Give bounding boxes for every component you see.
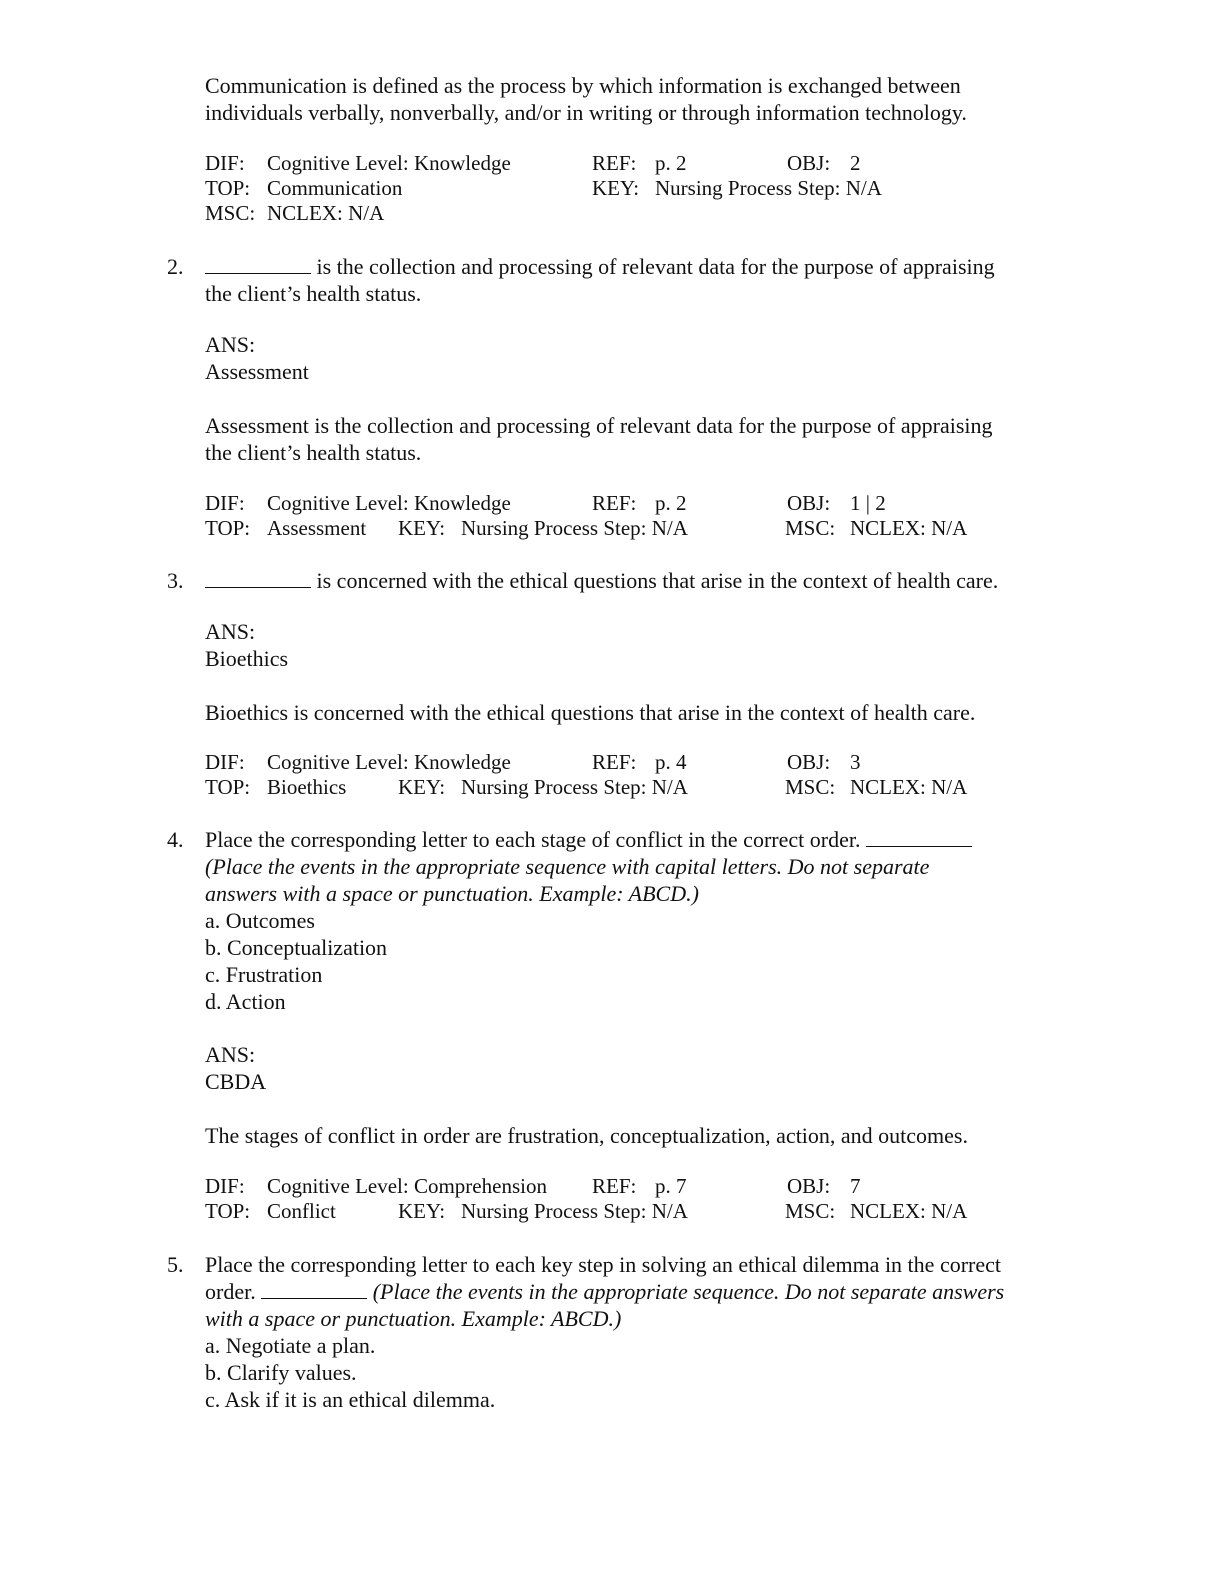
msc-value: NCLEX: N/A [850,516,968,540]
key-value: Nursing Process Step: N/A [655,176,882,200]
ref-value: p. 4 [655,750,687,774]
q4-instruction-line-1: (Place the events in the appropriate sequence with capital letters. Do not separate [205,854,930,879]
dif-label: DIF: [205,1174,245,1198]
obj-label: OBJ: [787,151,831,175]
q4-option-c: c. Frustration [205,962,323,987]
msc-label: MSC: [205,201,256,225]
key-label: KEY: [398,1199,446,1223]
q5-instruction-line-1: (Place the events in the appropriate sequence. Do not separate answers [367,1279,1005,1304]
q1-rationale [205,72,1075,126]
msc-value: NCLEX: N/A [267,201,385,225]
key-label: KEY: [398,775,446,799]
q2-question-line-2: the client’s health status. [205,281,422,306]
q4-number: 4. [167,827,184,852]
q2-answer [205,331,1075,385]
top-value: Conflict [267,1199,336,1223]
q1-rationale-line-1: Communication is defined as the process by which information is exchanged between [205,73,961,98]
q5-question-line-2: order. [205,1279,262,1304]
q2-rationale-line-1: Assessment is the collection and processing of relevant data for the purpose of appraising [205,413,993,438]
dif-label: DIF: [205,750,245,774]
q3-question [205,567,1075,594]
ref-value: p. 2 [655,491,687,515]
dif-label: DIF: [205,491,245,515]
q4-answer-text: CBDA [205,1069,267,1094]
q2-ans-label: ANS: [205,332,256,357]
top-label: TOP: [205,775,251,799]
msc-label: MSC: [785,775,836,799]
q4-question-line-1: Place the corresponding letter to each stage of conflict in the correct order. [205,827,866,852]
msc-label: MSC: [785,1199,836,1223]
q4-answer [205,1041,1075,1095]
q5-number: 5. [167,1252,184,1277]
q3-rationale-line-1: Bioethics is concerned with the ethical questions that arise in the context of health care. [205,700,976,725]
q5-instruction-line-2: with a space or punctuation. Example: ABCD.) [205,1306,622,1331]
q5-option-b: b. Clarify values. [205,1360,357,1385]
ref-label: REF: [592,151,637,175]
q1-metadata [205,151,1075,226]
ref-label: REF: [592,750,637,774]
q4-question [205,826,1075,1015]
q5-option-c: c. Ask if it is an ethical dilemma. [205,1387,496,1412]
q4-metadata [205,1174,1075,1249]
q5-answer-blank[interactable] [261,1280,367,1299]
q4-instruction-line-2: answers with a space or punctuation. Example: ABCD.) [205,881,699,906]
obj-value: 2 [850,151,861,175]
key-value: Nursing Process Step: N/A [461,775,688,799]
top-label: TOP: [205,516,251,540]
dif-value: Cognitive Level: Knowledge [267,750,511,774]
q5-option-a: a. Negotiate a plan. [205,1333,376,1358]
q4-option-a: a. Outcomes [205,908,315,933]
q2-answer-text: Assessment [205,359,309,384]
q5-question-line-1: Place the corresponding letter to each key step in solving an ethical dilemma in the correct [205,1252,1001,1277]
top-value: Communication [267,176,403,200]
obj-label: OBJ: [787,1174,831,1198]
q5-question [205,1251,1075,1413]
q2-question-line-1: is the collection and processing of relevant data for the purpose of appraising [311,254,995,279]
q3-answer-text: Bioethics [205,646,289,671]
q4-rationale-line-1: The stages of conflict in order are frustration, conceptualization, action, and outcomes. [205,1123,968,1148]
q4-rationale [205,1122,1075,1149]
msc-value: NCLEX: N/A [850,1199,968,1223]
q3-metadata [205,750,1075,825]
top-value: Assessment [267,516,367,540]
obj-label: OBJ: [787,750,831,774]
q1-rationale-line-2: individuals verbally, nonverbally, and/or in writing or through information technology. [205,100,967,125]
ref-value: p. 7 [655,1174,687,1198]
key-label: KEY: [398,516,446,540]
q3-ans-label: ANS: [205,619,256,644]
obj-value: 7 [850,1174,861,1198]
q2-answer-blank[interactable] [205,255,311,274]
q3-answer-blank[interactable] [205,569,311,588]
dif-value: Cognitive Level: Knowledge [267,151,511,175]
q3-question-line-1: is concerned with the ethical questions that arise in the context of health care. [311,568,999,593]
top-value: Bioethics [267,775,347,799]
obj-label: OBJ: [787,491,831,515]
q4-ans-label: ANS: [205,1042,256,1067]
top-label: TOP: [205,1199,251,1223]
ref-label: REF: [592,1174,637,1198]
q3-rationale [205,699,1075,726]
q4-answer-blank[interactable] [866,828,972,847]
q3-answer [205,618,1075,672]
q2-rationale [205,412,1075,466]
top-label: TOP: [205,176,251,200]
dif-value: Cognitive Level: Knowledge [267,491,511,515]
q3-number: 3. [167,568,184,593]
q2-metadata [205,491,1075,566]
q2-number: 2. [167,254,184,279]
q4-option-d: d. Action [205,989,286,1014]
dif-value: Cognitive Level: Comprehension [267,1174,547,1198]
obj-value: 1 | 2 [850,491,886,515]
key-label: KEY: [592,176,640,200]
ref-label: REF: [592,491,637,515]
q4-option-b: b. Conceptualization [205,935,388,960]
ref-value: p. 2 [655,151,687,175]
q2-question [205,253,1075,307]
msc-value: NCLEX: N/A [850,775,968,799]
q2-rationale-line-2: the client’s health status. [205,440,422,465]
key-value: Nursing Process Step: N/A [461,1199,688,1223]
dif-label: DIF: [205,151,245,175]
key-value: Nursing Process Step: N/A [461,516,688,540]
msc-label: MSC: [785,516,836,540]
obj-value: 3 [850,750,861,774]
